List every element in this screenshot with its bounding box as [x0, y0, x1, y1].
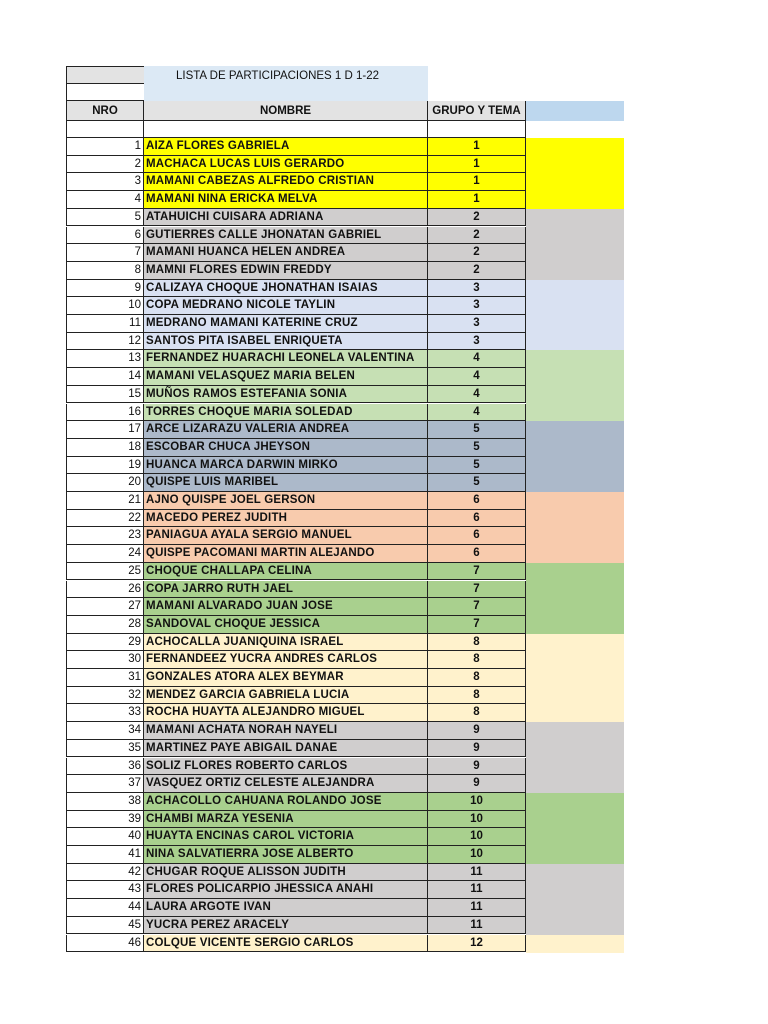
row-nombre[interactable]: ESCOBAR CHUCA JHEYSON: [144, 439, 428, 457]
row-nro[interactable]: 12: [66, 333, 144, 351]
row-group-color-band[interactable]: [526, 350, 624, 368]
title-gray-cell-top[interactable]: [66, 66, 144, 84]
header-grupo[interactable]: GRUPO Y TEMA: [428, 101, 526, 121]
row-nro[interactable]: 22: [66, 510, 144, 528]
row-group-color-band[interactable]: [526, 634, 624, 652]
row-nombre[interactable]: MARTINEZ PAYE ABIGAIL DANAE: [144, 740, 428, 758]
row-grupo[interactable]: 4: [428, 368, 526, 386]
row-nro[interactable]: 1: [66, 138, 144, 156]
row-nombre[interactable]: AIZA FLORES GABRIELA: [144, 138, 428, 156]
row-nombre[interactable]: GONZALES ATORA ALEX BEYMAR: [144, 669, 428, 687]
row-grupo[interactable]: 3: [428, 297, 526, 315]
row-nro[interactable]: 19: [66, 457, 144, 475]
row-nombre[interactable]: QUISPE PACOMANI MARTIN ALEJANDO: [144, 545, 428, 563]
row-grupo[interactable]: 3: [428, 333, 526, 351]
row-nombre[interactable]: MAMANI NINA ERICKA MELVA: [144, 191, 428, 209]
row-nombre[interactable]: QUISPE LUIS MARIBEL: [144, 474, 428, 492]
row-grupo[interactable]: 6: [428, 510, 526, 528]
row-nombre[interactable]: MAMANI ACHATA NORAH NAYELI: [144, 722, 428, 740]
header-accent-cell[interactable]: [526, 101, 624, 121]
row-group-color-band[interactable]: [526, 173, 624, 191]
row-nombre[interactable]: FLORES POLICARPIO JHESSICA ANAHI: [144, 881, 428, 899]
row-nro[interactable]: 6: [66, 227, 144, 245]
row-nombre[interactable]: COPA JARRO RUTH JAEL: [144, 581, 428, 599]
row-grupo[interactable]: 1: [428, 173, 526, 191]
row-grupo[interactable]: 11: [428, 881, 526, 899]
row-group-color-band[interactable]: [526, 563, 624, 581]
row-group-color-band[interactable]: [526, 864, 624, 882]
row-grupo[interactable]: 2: [428, 209, 526, 227]
row-grupo[interactable]: 11: [428, 864, 526, 882]
row-nombre[interactable]: VASQUEZ ORTIZ CELESTE ALEJANDRA: [144, 775, 428, 793]
row-nro[interactable]: 41: [66, 846, 144, 864]
row-nro[interactable]: 32: [66, 687, 144, 705]
row-nombre[interactable]: SANDOVAL CHOQUE JESSICA: [144, 616, 428, 634]
row-nombre[interactable]: COPA MEDRANO NICOLE TAYLIN: [144, 297, 428, 315]
row-group-color-band[interactable]: [526, 439, 624, 457]
row-group-color-band[interactable]: [526, 899, 624, 917]
row-grupo[interactable]: 2: [428, 227, 526, 245]
sheet-title: LISTA DE PARTICIPACIONES 1 D 1-22: [144, 66, 428, 101]
row-nombre[interactable]: YUCRA PEREZ ARACELY: [144, 917, 428, 935]
row-grupo[interactable]: 9: [428, 775, 526, 793]
row-group-color-band[interactable]: [526, 492, 624, 510]
row-nro[interactable]: 9: [66, 280, 144, 298]
row-nombre[interactable]: TORRES CHOQUE MARIA SOLEDAD: [144, 404, 428, 422]
row-group-color-band[interactable]: [526, 280, 624, 298]
row-nombre[interactable]: GUTIERRES CALLE JHONATAN GABRIEL: [144, 227, 428, 245]
row-grupo[interactable]: 8: [428, 651, 526, 669]
row-group-color-band[interactable]: [526, 386, 624, 404]
row-nombre[interactable]: FERNANDEEZ YUCRA ANDRES CARLOS: [144, 651, 428, 669]
row-nro[interactable]: 37: [66, 775, 144, 793]
row-nro[interactable]: 3: [66, 173, 144, 191]
row-nombre[interactable]: FERNANDEZ HUARACHI LEONELA VALENTINA: [144, 350, 428, 368]
row-group-color-band[interactable]: [526, 758, 624, 776]
row-nro[interactable]: 44: [66, 899, 144, 917]
row-grupo[interactable]: 9: [428, 740, 526, 758]
row-group-color-band[interactable]: [526, 704, 624, 722]
row-nro[interactable]: 42: [66, 864, 144, 882]
row-nombre[interactable]: CALIZAYA CHOQUE JHONATHAN ISAIAS: [144, 280, 428, 298]
row-grupo[interactable]: 9: [428, 722, 526, 740]
row-group-color-band[interactable]: [526, 297, 624, 315]
row-nombre[interactable]: ACHOCALLA JUANIQUINA ISRAEL: [144, 634, 428, 652]
row-group-color-band[interactable]: [526, 722, 624, 740]
row-grupo[interactable]: 12: [428, 935, 526, 953]
row-nombre[interactable]: COLQUE VICENTE SERGIO CARLOS: [144, 935, 428, 953]
row-grupo[interactable]: 5: [428, 439, 526, 457]
row-grupo[interactable]: 10: [428, 846, 526, 864]
row-nombre[interactable]: PANIAGUA AYALA SERGIO MANUEL: [144, 527, 428, 545]
row-group-color-band[interactable]: [526, 616, 624, 634]
row-group-color-band[interactable]: [526, 404, 624, 422]
row-grupo[interactable]: 11: [428, 899, 526, 917]
row-grupo[interactable]: 7: [428, 616, 526, 634]
row-group-color-band[interactable]: [526, 368, 624, 386]
row-nombre[interactable]: ARCE LIZARAZU VALERIA ANDREA: [144, 421, 428, 439]
row-grupo[interactable]: 7: [428, 563, 526, 581]
row-grupo[interactable]: 1: [428, 191, 526, 209]
row-group-color-band[interactable]: [526, 651, 624, 669]
row-nro[interactable]: 35: [66, 740, 144, 758]
row-group-color-band[interactable]: [526, 457, 624, 475]
row-grupo[interactable]: 6: [428, 545, 526, 563]
row-nro[interactable]: 10: [66, 297, 144, 315]
row-group-color-band[interactable]: [526, 474, 624, 492]
row-grupo[interactable]: 8: [428, 704, 526, 722]
blank-row-grupo[interactable]: [428, 121, 526, 138]
row-nro[interactable]: 7: [66, 244, 144, 262]
row-group-color-band[interactable]: [526, 740, 624, 758]
row-group-color-band[interactable]: [526, 262, 624, 280]
row-nombre[interactable]: ACHACOLLO CAHUANA ROLANDO JOSE: [144, 793, 428, 811]
row-grupo[interactable]: 6: [428, 527, 526, 545]
row-nro[interactable]: 4: [66, 191, 144, 209]
row-nombre[interactable]: HUAYTA ENCINAS CAROL VICTORIA: [144, 828, 428, 846]
row-nombre[interactable]: MACHACA LUCAS LUIS GERARDO: [144, 156, 428, 174]
row-nro[interactable]: 11: [66, 315, 144, 333]
row-nro[interactable]: 33: [66, 704, 144, 722]
row-group-color-band[interactable]: [526, 209, 624, 227]
row-nro[interactable]: 46: [66, 935, 144, 953]
row-grupo[interactable]: 11: [428, 917, 526, 935]
row-nro[interactable]: 30: [66, 651, 144, 669]
row-group-color-band[interactable]: [526, 545, 624, 563]
row-nombre[interactable]: CHAMBI MARZA YESENIA: [144, 811, 428, 829]
row-group-color-band[interactable]: [526, 138, 624, 156]
row-nombre[interactable]: MEDRANO MAMANI KATERINE CRUZ: [144, 315, 428, 333]
row-group-color-band[interactable]: [526, 191, 624, 209]
row-group-color-band[interactable]: [526, 598, 624, 616]
row-nombre[interactable]: MAMNI FLORES EDWIN FREDDY: [144, 262, 428, 280]
row-grupo[interactable]: 9: [428, 758, 526, 776]
row-nro[interactable]: 24: [66, 545, 144, 563]
row-nro[interactable]: 15: [66, 386, 144, 404]
row-nombre[interactable]: AJNO QUISPE JOEL GERSON: [144, 492, 428, 510]
row-group-color-band[interactable]: [526, 811, 624, 829]
row-grupo[interactable]: 8: [428, 669, 526, 687]
row-nro[interactable]: 43: [66, 881, 144, 899]
row-grupo[interactable]: 6: [428, 492, 526, 510]
row-nombre[interactable]: LAURA ARGOTE IVAN: [144, 899, 428, 917]
row-grupo[interactable]: 4: [428, 350, 526, 368]
row-group-color-band[interactable]: [526, 581, 624, 599]
row-nombre[interactable]: MAMANI ALVARADO JUAN JOSE: [144, 598, 428, 616]
row-nro[interactable]: 13: [66, 350, 144, 368]
row-nombre[interactable]: MACEDO PEREZ JUDITH: [144, 510, 428, 528]
row-group-color-band[interactable]: [526, 333, 624, 351]
row-grupo[interactable]: 7: [428, 581, 526, 599]
row-nro[interactable]: 34: [66, 722, 144, 740]
row-nombre[interactable]: SOLIZ FLORES ROBERTO CARLOS: [144, 758, 428, 776]
row-nombre[interactable]: MAMANI VELASQUEZ MARIA BELEN: [144, 368, 428, 386]
row-nro[interactable]: 20: [66, 474, 144, 492]
row-grupo[interactable]: 4: [428, 386, 526, 404]
row-grupo[interactable]: 1: [428, 138, 526, 156]
row-nombre[interactable]: CHUGAR ROQUE ALISSON JUDITH: [144, 864, 428, 882]
row-group-color-band[interactable]: [526, 687, 624, 705]
row-nro[interactable]: 21: [66, 492, 144, 510]
blank-row-nro[interactable]: [66, 121, 144, 138]
row-grupo[interactable]: 10: [428, 811, 526, 829]
row-nro[interactable]: 17: [66, 421, 144, 439]
row-nro[interactable]: 31: [66, 669, 144, 687]
row-nro[interactable]: 39: [66, 811, 144, 829]
row-nro[interactable]: 8: [66, 262, 144, 280]
row-grupo[interactable]: 2: [428, 262, 526, 280]
row-nro[interactable]: 38: [66, 793, 144, 811]
row-group-color-band[interactable]: [526, 421, 624, 439]
row-nro[interactable]: 14: [66, 368, 144, 386]
row-nro[interactable]: 28: [66, 616, 144, 634]
row-group-color-band[interactable]: [526, 846, 624, 864]
row-grupo[interactable]: 2: [428, 244, 526, 262]
row-nro[interactable]: 16: [66, 404, 144, 422]
row-grupo[interactable]: 8: [428, 634, 526, 652]
row-nro[interactable]: 40: [66, 828, 144, 846]
row-grupo[interactable]: 5: [428, 457, 526, 475]
row-nro[interactable]: 23: [66, 527, 144, 545]
row-nro[interactable]: 5: [66, 209, 144, 227]
row-nombre[interactable]: NINA SALVATIERRA JOSE ALBERTO: [144, 846, 428, 864]
row-nombre[interactable]: MUÑOS RAMOS ESTEFANIA SONIA: [144, 386, 428, 404]
row-nombre[interactable]: ROCHA HUAYTA ALEJANDRO MIGUEL: [144, 704, 428, 722]
title-blank-cell[interactable]: [66, 84, 144, 101]
row-nombre[interactable]: HUANCA MARCA DARWIN MIRKO: [144, 457, 428, 475]
row-grupo[interactable]: 3: [428, 280, 526, 298]
row-nro[interactable]: 29: [66, 634, 144, 652]
row-group-color-band[interactable]: [526, 881, 624, 899]
row-group-color-band[interactable]: [526, 227, 624, 245]
row-nombre[interactable]: SANTOS PITA ISABEL ENRIQUETA: [144, 333, 428, 351]
row-grupo[interactable]: 1: [428, 156, 526, 174]
row-group-color-band[interactable]: [526, 828, 624, 846]
row-nombre[interactable]: MAMANI HUANCA HELEN ANDREA: [144, 244, 428, 262]
row-nombre[interactable]: MAMANI CABEZAS ALFREDO CRISTIAN: [144, 173, 428, 191]
row-group-color-band[interactable]: [526, 669, 624, 687]
row-nro[interactable]: 36: [66, 758, 144, 776]
row-grupo[interactable]: 5: [428, 474, 526, 492]
row-nro[interactable]: 45: [66, 917, 144, 935]
row-group-color-band[interactable]: [526, 935, 624, 953]
row-nro[interactable]: 18: [66, 439, 144, 457]
row-grupo[interactable]: 4: [428, 404, 526, 422]
row-nombre[interactable]: MENDEZ GARCIA GABRIELA LUCIA: [144, 687, 428, 705]
row-group-color-band[interactable]: [526, 527, 624, 545]
row-group-color-band[interactable]: [526, 510, 624, 528]
row-grupo[interactable]: 8: [428, 687, 526, 705]
row-grupo[interactable]: 3: [428, 315, 526, 333]
row-group-color-band[interactable]: [526, 156, 624, 174]
row-nro[interactable]: 2: [66, 156, 144, 174]
row-nro[interactable]: 26: [66, 581, 144, 599]
row-grupo[interactable]: 10: [428, 828, 526, 846]
blank-row-nombre[interactable]: [144, 121, 428, 138]
row-group-color-band[interactable]: [526, 917, 624, 935]
row-nro[interactable]: 25: [66, 563, 144, 581]
row-grupo[interactable]: 5: [428, 421, 526, 439]
header-nro[interactable]: NRO: [66, 101, 144, 121]
row-group-color-band[interactable]: [526, 775, 624, 793]
row-nombre[interactable]: ATAHUICHI CUISARA ADRIANA: [144, 209, 428, 227]
row-grupo[interactable]: 10: [428, 793, 526, 811]
row-nombre[interactable]: CHOQUE CHALLAPA CELINA: [144, 563, 428, 581]
row-group-color-band[interactable]: [526, 315, 624, 333]
header-nombre[interactable]: NOMBRE: [144, 101, 428, 121]
row-group-color-band[interactable]: [526, 793, 624, 811]
row-nro[interactable]: 27: [66, 598, 144, 616]
row-group-color-band[interactable]: [526, 244, 624, 262]
row-grupo[interactable]: 7: [428, 598, 526, 616]
